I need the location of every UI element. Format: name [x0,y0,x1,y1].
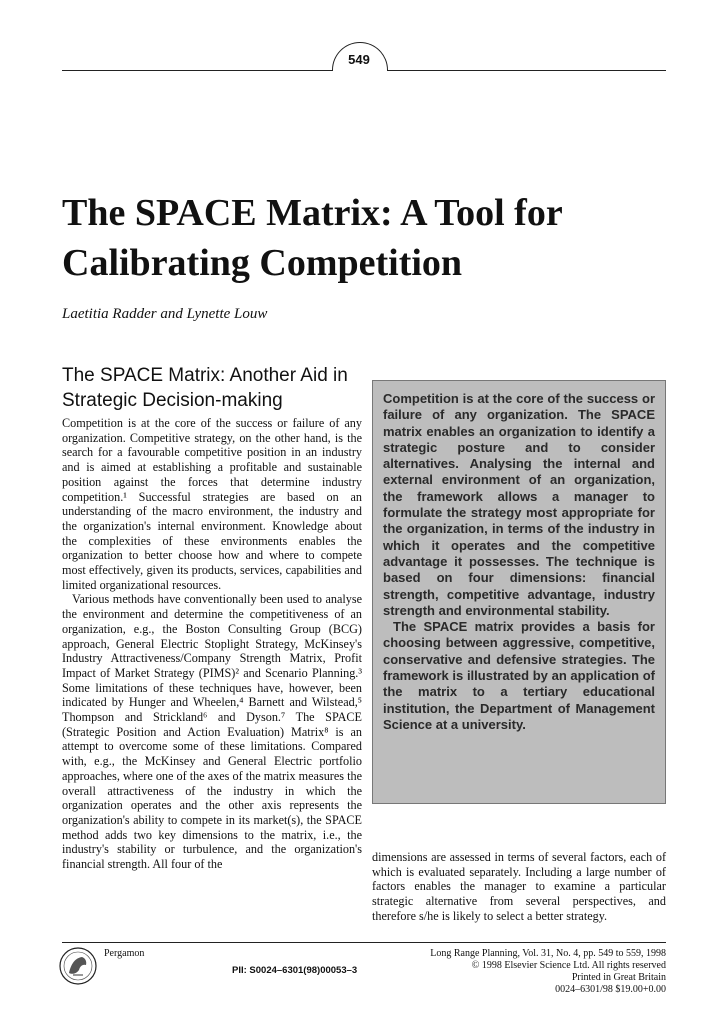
journal-info [430,948,666,996]
pull-quote-box [372,380,666,804]
copyright-notice: © 1998 Elsevier Science Ltd. All rights reserved [471,960,666,971]
pull-quote-paragraph-2: The SPACE matrix provides a basis for choosing between aggressive, competitive, conservative and defensive strategies. The framework is illustrated by an application of the matrix to a tertiary educational institution, the Department of Management Science at a university. [383,619,655,732]
left-column [62,363,362,872]
body-paragraph-1: Competition is at the core of the success or failure of any organization. Competitive strategy, on the other hand, is the search for a favourable competitive position in an industry and is aimed at establishing a profitable and sustainable position against the forces that determine industry competition.¹ Successful strategies are based on an understanding of the macro environment, the industry and the organization's internal environment. Knowledge about the complexities of these environments enables the organization to better choose how and where to compete most effectively, given its products, services, capabilities and limited organizational resources. [62,416,362,592]
section-heading [62,363,362,413]
article-title-line1: The SPACE Matrix: A Tool for [62,192,563,234]
pull-quote-paragraph-1: Competition is at the core of the success or failure of any organization. The SPACE matrix enables an organization to identify a strategic posture and to consider alternatives. Analysing the internal and external environment of an organization, the framework allows a manager to formulate the strategy most appropriate for the organization, in terms of the industry in which it operates and the competitive advantage it possesses. The technique is based on four dimensions: financial strength, competitive advantage, industry strength and environmental stability. [383,391,655,618]
article-title-line2: Calibrating Competition [62,242,463,284]
right-column [372,850,666,924]
section-body [62,416,362,872]
issn-price: 0024–6301/98 $19.00+0.00 [555,984,666,995]
footer-rule [62,942,666,943]
article-authors: Laetitia Radder and Lynette Louw [62,306,268,322]
pii-code: PII: S0024–6301(98)00053–3 [232,965,358,976]
body-paragraph-2: Various methods have conventionally been used to analyse the environment and determine the competitiveness of an organization, e.g., the Boston Consulting Group (BCG) approach, General Electric Stoplight Strategy, McKinsey's Industry Attractiveness/Company Strength Matrix, Profit Impact of Market Strategy (PIMS)² and Scenario Planning.³ Some limitations of these techniques have, however, been indicated by Hunger and Wheelen,⁴ Barnett and Wilstead,⁵ Thompson and Strickland⁶ and Dyson.⁷ The SPACE (Strategic Position and Action Evaluation) Matrix⁸ is an attempt to overcome some of these limitations. Compared with, e.g., the McKinsey and General Electric portfolio approaches, where one of the axes of the matrix measures the overall attractiveness of the industry in which the organization operates and the other axis represents the organization's ability to compete in its market(s), the SPACE method adds two key dimensions to the matrix, i.e., the industry's stability or turbulence, and the organization's financial strength. All four of the [62,592,362,872]
page-number: 549 [348,52,370,67]
printed-location: Printed in Great Britain [571,972,666,983]
article-title [62,188,662,288]
section-heading-line1: The SPACE Matrix: Another Aid in [62,365,348,386]
section-heading-line2: Strategic Decision-making [62,390,283,411]
publisher-name: Pergamon [104,948,145,959]
pergamon-logo-icon [58,946,98,986]
journal-citation: Long Range Planning, Vol. 31, No. 4, pp. 549 to 559, 1998 [430,948,666,959]
body-continuation: dimensions are assessed in terms of several factors, each of which is evaluated separately. Including a large number of factors enables the manager to examine a particular strategic alternative from several perspectives, and therefore s/he is likely to select a better strategy. [372,850,666,923]
